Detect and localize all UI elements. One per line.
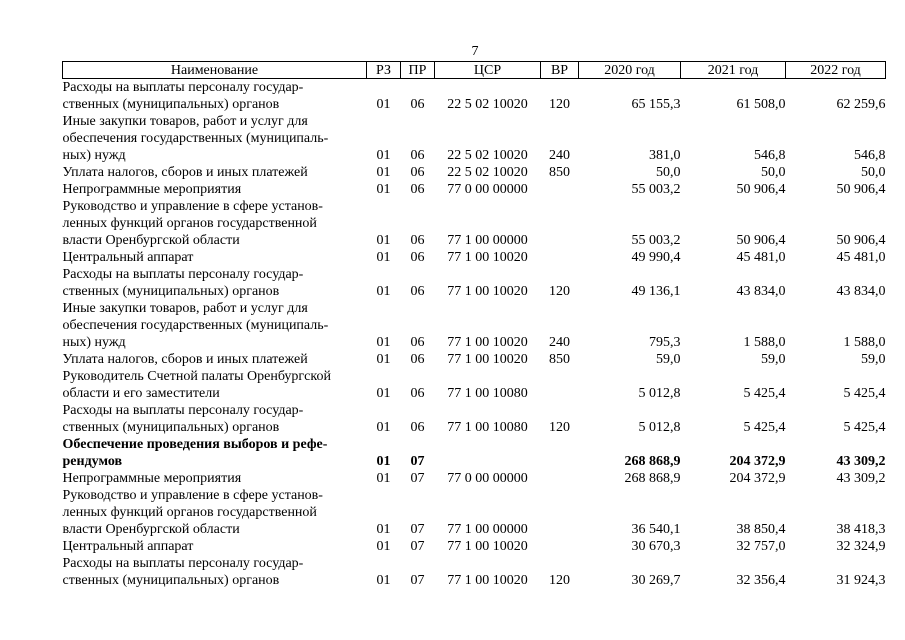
cell-name (63, 181, 367, 198)
name-line: Уплата налогов, сборов и иных платежей (62, 165, 308, 180)
cell-vr: 240 (549, 335, 570, 350)
name-line: обеспечения государственных (муниципаль- (62, 131, 329, 146)
cell-name (63, 368, 367, 402)
cell-2020: 59,0 (656, 352, 681, 367)
cell-2022: 31 924,3 (836, 573, 886, 588)
cell-pr: 06 (410, 148, 425, 163)
cell-rz: 01 (376, 471, 391, 486)
cell-csr: 77 1 00 10080 (447, 420, 528, 435)
cell-2021: 5 425,4 (743, 386, 786, 401)
cell-vr: 120 (549, 97, 570, 112)
cell-2022: 38 418,3 (836, 522, 886, 537)
cell-pr: 07 (410, 522, 425, 537)
cell-2022: 43 834,0 (836, 284, 886, 299)
cell-csr: 77 1 00 10080 (447, 386, 528, 401)
cell-2020: 36 540,1 (631, 522, 681, 537)
name-line: Иные закупки товаров, работ и услуг для (62, 114, 308, 129)
cell-rz: 01 (376, 573, 391, 588)
header-csr: ЦСР (435, 62, 541, 79)
cell-2021: 38 850,4 (736, 522, 786, 537)
name-line: Иные закупки товаров, работ и услуг для (62, 301, 308, 316)
name-line: ных) нужд (62, 148, 126, 163)
cell-csr: 77 1 00 00000 (447, 522, 528, 537)
cell-csr: 22 5 02 10020 (447, 165, 528, 180)
cell-2020: 49 136,1 (631, 284, 681, 299)
table-row (63, 555, 886, 589)
cell-vr: 850 (549, 165, 570, 180)
cell-2020: 50,0 (656, 165, 681, 180)
cell-rz: 01 (376, 148, 391, 163)
cell-pr: 06 (410, 233, 425, 248)
name-line: Руководство и управление в сфере установ- (62, 488, 323, 503)
cell-rz: 01 (376, 386, 391, 401)
table-row (63, 402, 886, 436)
header-2021: 2021 год (681, 62, 786, 79)
cell-vr (541, 181, 579, 198)
cell-2022: 50 906,4 (836, 233, 886, 248)
cell-csr: 77 1 00 10020 (447, 335, 528, 350)
name-line: Центральный аппарат (62, 250, 194, 265)
cell-csr: 77 1 00 10020 (447, 352, 528, 367)
cell-2020: 30 269,7 (631, 573, 681, 588)
cell-name (63, 436, 367, 470)
cell-csr: 77 1 00 10020 (447, 250, 528, 265)
cell-rz: 01 (376, 284, 391, 299)
cell-2021: 204 372,9 (729, 454, 786, 469)
cell-csr: 22 5 02 10020 (447, 97, 528, 112)
cell-2022: 32 324,9 (836, 539, 886, 554)
name-line: власти Оренбургской области (62, 522, 240, 537)
cell-name (63, 402, 367, 436)
table-row (63, 266, 886, 300)
table-row (63, 368, 886, 402)
cell-pr: 07 (410, 573, 425, 588)
cell-rz: 01 (376, 352, 391, 367)
name-line: области и его заместители (62, 386, 220, 401)
cell-2020: 795,3 (649, 335, 681, 350)
name-line: Непрограммные мероприятия (62, 182, 242, 197)
cell-name (63, 164, 367, 181)
cell-2021: 61 508,0 (736, 97, 786, 112)
cell-rz: 01 (376, 335, 391, 350)
cell-name (63, 538, 367, 555)
header-2020: 2020 год (579, 62, 681, 79)
cell-csr: 22 5 02 10020 (447, 148, 528, 163)
cell-name (63, 79, 367, 114)
page-number: 7 (471, 44, 479, 59)
cell-2022: 546,8 (854, 148, 886, 163)
cell-2020: 5 012,8 (638, 420, 681, 435)
cell-csr: 77 1 00 00000 (447, 233, 528, 248)
cell-2022: 43 309,2 (836, 471, 886, 486)
cell-pr: 07 (410, 539, 425, 554)
cell-rz: 01 (376, 420, 391, 435)
cell-pr: 06 (410, 420, 425, 435)
table-row (63, 470, 886, 487)
name-line: ственных (муниципальных) органов (62, 284, 280, 299)
cell-pr: 06 (410, 386, 425, 401)
cell-2021: 5 425,4 (743, 420, 786, 435)
cell-csr: 77 1 00 10020 (447, 284, 528, 299)
cell-2021: 50 906,4 (736, 233, 786, 248)
cell-csr: 77 0 00 00000 (447, 471, 528, 486)
cell-2020: 268 868,9 (624, 471, 681, 486)
table-row (63, 249, 886, 266)
header-pr: ПР (401, 62, 435, 79)
cell-pr: 06 (410, 97, 425, 112)
cell-2021: 32 757,0 (736, 539, 786, 554)
header-2022: 2022 год (786, 62, 886, 79)
cell-csr: 77 1 00 10020 (447, 539, 528, 554)
cell-pr: 06 (410, 352, 425, 367)
name-line: ственных (муниципальных) органов (62, 97, 280, 112)
cell-pr: 06 (410, 165, 425, 180)
cell-2022: 5 425,4 (843, 420, 886, 435)
cell-2020: 30 670,3 (631, 539, 681, 554)
table-row (63, 436, 886, 470)
name-line: Расходы на выплаты персоналу государ- (62, 403, 304, 418)
name-line: Центральный аппарат (62, 539, 194, 554)
table-row (63, 79, 886, 114)
name-line: рендумов (62, 454, 123, 469)
header-rz: РЗ (367, 62, 401, 79)
table-row (63, 351, 886, 368)
cell-2021: 50 906,4 (736, 182, 786, 197)
cell-vr (541, 470, 579, 487)
cell-name (63, 351, 367, 368)
cell-2021: 204 372,9 (729, 471, 786, 486)
name-line: Обеспечение проведения выборов и рефе- (62, 437, 328, 452)
name-line: ленных функций органов государственной (62, 505, 317, 520)
cell-2021: 59,0 (761, 352, 786, 367)
name-line: Расходы на выплаты персоналу государ- (62, 267, 304, 282)
cell-vr (541, 198, 579, 249)
table-row (63, 181, 886, 198)
header-name: Наименование (63, 62, 367, 79)
cell-name (63, 300, 367, 351)
cell-name (63, 266, 367, 300)
cell-csr (435, 436, 541, 470)
cell-2022: 50 906,4 (836, 182, 886, 197)
cell-rz: 01 (376, 522, 391, 537)
cell-vr: 120 (549, 284, 570, 299)
name-line: Расходы на выплаты персоналу государ- (62, 80, 304, 95)
cell-2021: 43 834,0 (736, 284, 786, 299)
cell-2022: 62 259,6 (836, 97, 886, 112)
cell-2020: 55 003,2 (631, 233, 681, 248)
cell-rz: 01 (376, 233, 391, 248)
cell-2022: 1 588,0 (843, 335, 886, 350)
cell-rz: 01 (376, 165, 391, 180)
cell-rz: 01 (376, 250, 391, 265)
cell-2021: 50,0 (761, 165, 786, 180)
table-row (63, 198, 886, 249)
cell-name (63, 470, 367, 487)
name-line: власти Оренбургской области (62, 233, 240, 248)
name-line: Непрограммные мероприятия (62, 471, 242, 486)
cell-pr: 06 (410, 284, 425, 299)
cell-rz: 01 (376, 454, 391, 469)
cell-2022: 59,0 (861, 352, 886, 367)
name-line: Руководитель Счетной палаты Оренбургской (62, 369, 331, 384)
cell-rz: 01 (376, 182, 391, 197)
cell-rz: 01 (376, 539, 391, 554)
cell-2020: 49 990,4 (631, 250, 681, 265)
table-row (63, 113, 886, 164)
cell-2022: 5 425,4 (843, 386, 886, 401)
header-vr: ВР (541, 62, 579, 79)
cell-2022: 43 309,2 (836, 454, 886, 469)
cell-vr: 240 (549, 148, 570, 163)
cell-vr: 120 (549, 573, 570, 588)
cell-vr (541, 538, 579, 555)
cell-2021: 546,8 (754, 148, 786, 163)
cell-2020: 5 012,8 (638, 386, 681, 401)
cell-vr (541, 487, 579, 538)
cell-name (63, 113, 367, 164)
cell-pr: 06 (410, 335, 425, 350)
table-row (63, 164, 886, 181)
cell-2021: 45 481,0 (736, 250, 786, 265)
cell-csr: 77 0 00 00000 (447, 182, 528, 197)
table-header (63, 62, 886, 79)
cell-vr (541, 249, 579, 266)
cell-2020: 381,0 (649, 148, 681, 163)
cell-vr: 120 (549, 420, 570, 435)
name-line: Руководство и управление в сфере установ- (62, 199, 323, 214)
cell-pr: 06 (410, 182, 425, 197)
name-line: обеспечения государственных (муниципаль- (62, 318, 329, 333)
cell-2020: 65 155,3 (631, 97, 681, 112)
cell-pr: 07 (410, 454, 425, 469)
cell-2022: 45 481,0 (836, 250, 886, 265)
name-line: ленных функций органов государственной (62, 216, 317, 231)
cell-vr (541, 436, 579, 470)
name-line: Расходы на выплаты персоналу государ- (62, 556, 304, 571)
budget-table (62, 61, 886, 589)
name-line: ственных (муниципальных) органов (62, 573, 280, 588)
cell-2020: 55 003,2 (631, 182, 681, 197)
table-body (63, 79, 886, 590)
cell-pr: 06 (410, 250, 425, 265)
cell-2021: 32 356,4 (736, 573, 786, 588)
name-line: ных) нужд (62, 335, 126, 350)
cell-2021: 1 588,0 (743, 335, 786, 350)
cell-vr (541, 368, 579, 402)
cell-name (63, 555, 367, 589)
table-row (63, 300, 886, 351)
name-line: Уплата налогов, сборов и иных платежей (62, 352, 308, 367)
cell-vr: 850 (549, 352, 570, 367)
cell-name (63, 487, 367, 538)
cell-name (63, 249, 367, 266)
cell-pr: 07 (410, 471, 425, 486)
cell-2022: 50,0 (861, 165, 886, 180)
name-line: ственных (муниципальных) органов (62, 420, 280, 435)
cell-csr: 77 1 00 10020 (447, 573, 528, 588)
table-row (63, 487, 886, 538)
table-row (63, 538, 886, 555)
cell-rz: 01 (376, 97, 391, 112)
cell-name (63, 198, 367, 249)
cell-2020: 268 868,9 (624, 454, 681, 469)
